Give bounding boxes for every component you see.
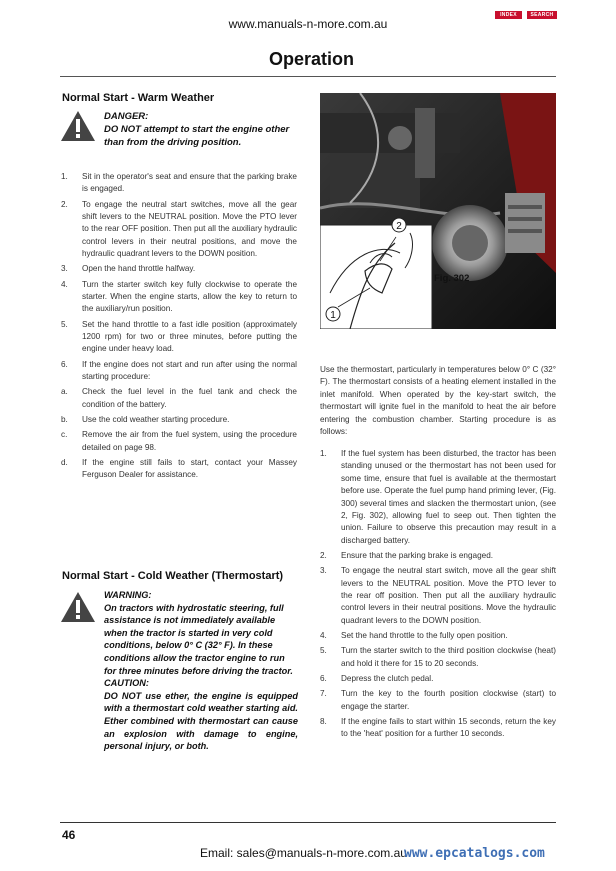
warning-icon xyxy=(60,591,96,623)
site-url[interactable]: www.manuals-n-more.com.au xyxy=(228,17,388,31)
list-item-text: Set the hand throttle to the fully open position. xyxy=(341,631,508,641)
list-item-text: Use the cold weather starting procedure. xyxy=(82,414,230,424)
list-item-text: Ensure that the parking brake is engaged. xyxy=(341,551,494,561)
list-item-number: 1. xyxy=(320,449,327,458)
list-item-number: 2. xyxy=(61,199,68,209)
list-item xyxy=(61,171,297,196)
list-item-text: Check the fuel level in the fuel tank and check the condition of the battery. xyxy=(82,387,297,409)
list-item-text: Set the hand throttle to a fast idle position (approximately 1200 rpm) for two or three minutes, before putting the engine under heavy load. xyxy=(82,319,297,354)
list-item-number: 2. xyxy=(320,551,327,561)
list-item xyxy=(61,199,297,261)
list-item-number: a. xyxy=(61,387,68,397)
cold-weather-heading: Normal Start - Cold Weather (Thermostart) xyxy=(62,570,284,582)
search-button[interactable]: SEARCH xyxy=(527,11,557,19)
list-item xyxy=(320,673,556,685)
danger-block xyxy=(104,110,300,149)
list-item-text: Turn the key to the fourth position clockwise (start) to engage the starter. xyxy=(341,689,556,711)
list-item xyxy=(61,279,297,316)
list-item-number: c. xyxy=(61,430,68,440)
callout-2-label: 2 xyxy=(396,221,402,232)
list-item-text: To engage the neutral start switches, move all the gear shift levers to the NEUTRAL position. Move the PTO lever to the rear OFF position. Then put all the auxiliary hydraulic control levers in their neutral positions, and move the hydraulic quadrant levers to the DOWN position. xyxy=(82,199,297,259)
header-rule xyxy=(60,76,556,77)
list-item-number: 3. xyxy=(61,264,68,274)
list-item-number: 6. xyxy=(61,359,68,369)
caution-title: CAUTION: xyxy=(104,678,149,689)
list-item xyxy=(61,414,297,426)
list-item-number: 6. xyxy=(320,673,327,683)
list-item xyxy=(61,319,297,356)
list-item-number: b. xyxy=(61,414,68,424)
caution-text: DO NOT use ether, the engine is equipped with a thermostart cold weather starting aid. Ether combined with thermostart can cause an explosion with damage to engine, personal injury, or both. xyxy=(104,690,298,752)
warning-text: On tractors with hydrostatic steering, full assistance is not immediately available when the tractor is started in very cold conditions, below 0° C (32° F). In these conditions allow the tractor engine to run for three minutes before driving the tractor. xyxy=(104,602,293,676)
list-item xyxy=(61,263,297,275)
list-item xyxy=(61,457,297,482)
list-item xyxy=(320,630,556,642)
page-title: Operation xyxy=(268,49,354,69)
footer-rule xyxy=(60,822,556,823)
warning-block xyxy=(104,589,298,753)
list-item xyxy=(61,429,297,454)
list-item-text: Sit in the operator's seat and ensure that the parking brake is engaged. xyxy=(82,172,297,194)
list-item-text: If the engine does not start and run after using the normal starting procedure: xyxy=(82,359,297,382)
list-item-text: Open the hand throttle halfway. xyxy=(82,264,196,274)
danger-title: DANGER: xyxy=(104,111,149,122)
list-item xyxy=(320,688,556,713)
list-item-text: Turn the starter switch to the third position clockwise (heat) and hold it there for 15 to 20 seconds. xyxy=(341,646,556,668)
list-item-number: 7. xyxy=(320,689,327,699)
list-item-text: If the engine still fails to start, contact your Massey Ferguson Dealer for assistance. xyxy=(82,457,297,480)
list-item-number: 5. xyxy=(61,319,68,329)
warm-steps-list xyxy=(61,171,297,484)
list-item-number: 5. xyxy=(320,646,327,656)
contact-email[interactable]: Email: sales@manuals-n-more.com.au xyxy=(200,846,407,860)
list-item-number: 4. xyxy=(320,631,327,641)
warning-title: WARNING: xyxy=(104,590,152,600)
list-item-text: Depress the clutch pedal. xyxy=(341,673,434,683)
list-item xyxy=(320,550,556,562)
list-item-text: To engage the neutral start switch, move all the gear shift levers to the NEUTRAL position. Move the PTO lever to the rear off position. Then put all the auxiliary hydraulic control levers in their neutral positions. Move the hydraulic quadrant levers to the DOWN position. xyxy=(341,566,556,625)
list-item-number: 1. xyxy=(61,172,68,181)
list-item-number: 8. xyxy=(320,716,327,726)
danger-text: DO NOT attempt to start the engine other than from the driving position. xyxy=(104,124,290,148)
list-item-text: If the engine fails to start within 15 seconds, return the key to the 'heat' position for a further 10 seconds. xyxy=(341,716,556,739)
list-item-text: Remove the air from the fuel system, using the procedure detailed on page 98. xyxy=(82,430,297,452)
index-button[interactable]: INDEX xyxy=(495,11,522,19)
list-item-number: 4. xyxy=(61,279,68,289)
watermark-text: www.epcatalogs.com xyxy=(404,846,545,861)
list-item-number: 3. xyxy=(320,566,327,576)
list-item xyxy=(61,359,297,384)
danger-warning-icon xyxy=(60,110,96,142)
warm-weather-heading: Normal Start - Warm Weather xyxy=(62,92,215,104)
list-item-number: d. xyxy=(61,457,68,467)
list-item-text: Turn the starter switch key fully clockwise to operate the starter. When the engine starts, allow the key to return to the auxiliary/run position. xyxy=(82,279,297,314)
list-item xyxy=(320,716,556,741)
engine-photo xyxy=(320,93,556,329)
page-number: 46 xyxy=(62,828,76,842)
callout-1-label: 1 xyxy=(330,310,336,321)
list-item xyxy=(61,386,297,411)
list-item xyxy=(320,565,556,627)
list-item-text: If the fuel system has been disturbed, the tractor has been standing unused or the thermostart has not been used for some time, ensure that fuel is available at the thermostart before use. Operate the fuel pump hand priming lever, (Fig. 300) several times and slacken the thermostart union, (see 2, Fig. 302), allowing fuel to seep out. Then tighten the union. Failure to observe this precaution may result in a discharged battery. xyxy=(341,449,556,545)
thermostart-intro: Use the thermostart, particularly in temperatures below 0° C (32° F). The thermostart consists of a heating element installed in the inlet manifold. When operated by the key-start switch, the thermostart will ignite fuel in the manifold to heat the air before entering the combustion chamber. Starting procedure is as follows: xyxy=(320,365,556,437)
list-item xyxy=(320,448,556,547)
list-item xyxy=(320,645,556,670)
cold-steps-list xyxy=(320,448,556,743)
figure-label: Fig. 302 xyxy=(434,273,470,284)
